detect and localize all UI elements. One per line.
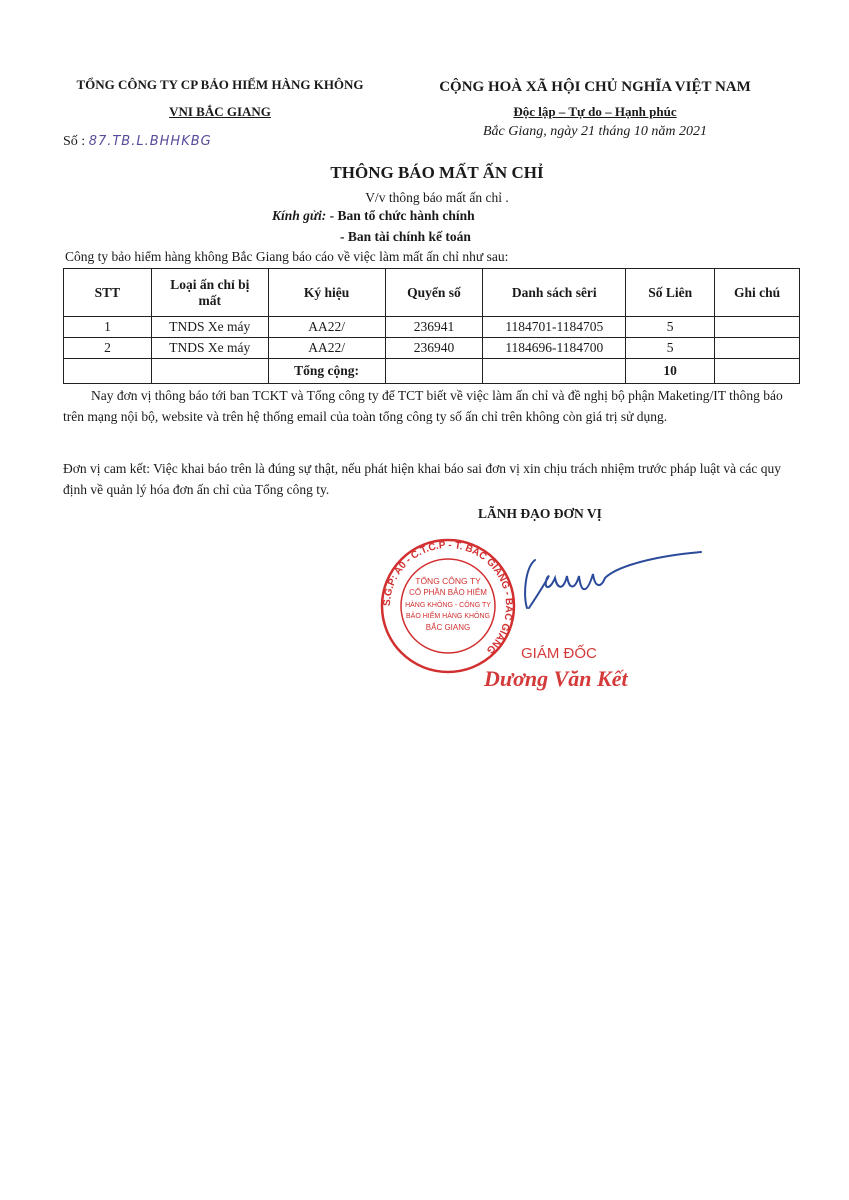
recipients-line-2: - Ban tài chính kế toán — [340, 229, 471, 244]
cell-copies: 5 — [626, 338, 715, 359]
header-type-line-2: mất — [198, 292, 222, 308]
table-header-row — [64, 269, 800, 317]
cell-serial: 1184701-1184705 — [483, 317, 626, 338]
stamp-line-1: TỔNG CÔNG TY — [415, 576, 481, 586]
stamp-line-3: HÀNG KHÔNG - CÔNG TY — [405, 602, 491, 609]
header-type — [151, 269, 268, 317]
table-row — [64, 317, 800, 338]
header-symbol: Ký hiệu — [268, 269, 385, 317]
cell-book: 236941 — [385, 317, 483, 338]
cell-note — [715, 317, 800, 338]
cell-symbol: AA22/ — [268, 338, 385, 359]
commitment-paragraph: Đơn vị cam kết: Việc khai báo trên là đúng sự thật, nếu phát hiện khai báo sai đơn vị xin chịu trách nhiệm trước pháp luật và các quy định về quản lý hóa đơn ấn chỉ của Tổng công ty. — [63, 461, 782, 497]
notice-paragraph: Nay đơn vị thông báo tới ban TCKT và Tổng công ty để TCT biết về việc làm ấn chỉ và đề nghị bộ phận Maketing/IT thông báo trên mạng nội bộ, website và trên hệ thống email của toàn tổng công ty số ấn chỉ trên không còn giá trị sử dụng. — [63, 388, 783, 424]
director-name: Dương Văn Kết — [484, 666, 628, 691]
table-row — [64, 338, 800, 359]
cell-serial: 1184696-1184700 — [483, 338, 626, 359]
recipients-line-1: Kính gửi: - Ban tổ chức hành chính — [272, 208, 475, 223]
cell-stt: 2 — [64, 338, 152, 359]
cell-type: TNDS Xe máy — [151, 317, 268, 338]
stamp-line-5: BẮC GIANG — [425, 623, 471, 632]
total-label: Tổng cộng: — [268, 359, 385, 384]
signature-heading: LÃNH ĐẠO ĐƠN VỊ — [478, 506, 602, 521]
stamp-line-2: CỔ PHẦN BẢO HIỂM — [409, 588, 487, 597]
motto — [400, 104, 790, 120]
total-value: 10 — [626, 359, 715, 384]
cell-book: 236940 — [385, 338, 483, 359]
cell-copies: 5 — [626, 317, 715, 338]
stamp-line-4: BẢO HIỂM HÀNG KHÔNG — [405, 613, 491, 620]
branch-name: VNI BẮC GIANG — [169, 104, 271, 119]
document-number — [63, 134, 212, 150]
subject-line: V/v thông báo mất ấn chỉ . — [365, 190, 509, 205]
header-book: Quyển số — [385, 269, 483, 317]
stamp-ring-text: S.G.P: A0 - C.T.C.P - T. BẮC GIANG - BẮC GIANG — [381, 539, 515, 656]
document-number-handwritten: 87.TB.L.BHHKBG — [88, 134, 212, 149]
page-title: THÔNG BÁO MẤT ẤN CHỈ — [330, 163, 544, 182]
company-name: TỔNG CÔNG TY CP BẢO HIỂM HÀNG KHÔNG — [76, 77, 364, 92]
header-copies: Số Liên — [626, 269, 715, 317]
company-stamp — [368, 536, 528, 676]
header-note: Ghi chú — [715, 269, 800, 317]
header-type-line-1: Loại ấn chỉ bị — [170, 276, 250, 292]
document-number-label: Số : — [63, 134, 86, 149]
director-title: GIÁM ĐỐC — [521, 645, 597, 662]
date-line: Bắc Giang, ngày 21 tháng 10 năm 2021 — [483, 124, 707, 139]
cell-note — [715, 338, 800, 359]
cell-symbol: AA22/ — [268, 317, 385, 338]
cell-stt: 1 — [64, 317, 152, 338]
header-serial: Danh sách sêri — [483, 269, 626, 317]
table-total-row — [64, 359, 800, 384]
header-stt: STT — [64, 269, 152, 317]
motto-text: Độc lập – Tự do – Hạnh phúc — [513, 104, 677, 119]
director-signature — [505, 548, 705, 618]
intro-text: Công ty bảo hiểm hàng không Bắc Giang báo cáo về việc làm mất ấn chỉ như sau: — [65, 249, 509, 264]
cell-type: TNDS Xe máy — [151, 338, 268, 359]
lost-documents-table — [63, 268, 800, 384]
nation-header: CỘNG HOÀ XÃ HỘI CHỦ NGHĨA VIỆT NAM — [439, 79, 751, 95]
